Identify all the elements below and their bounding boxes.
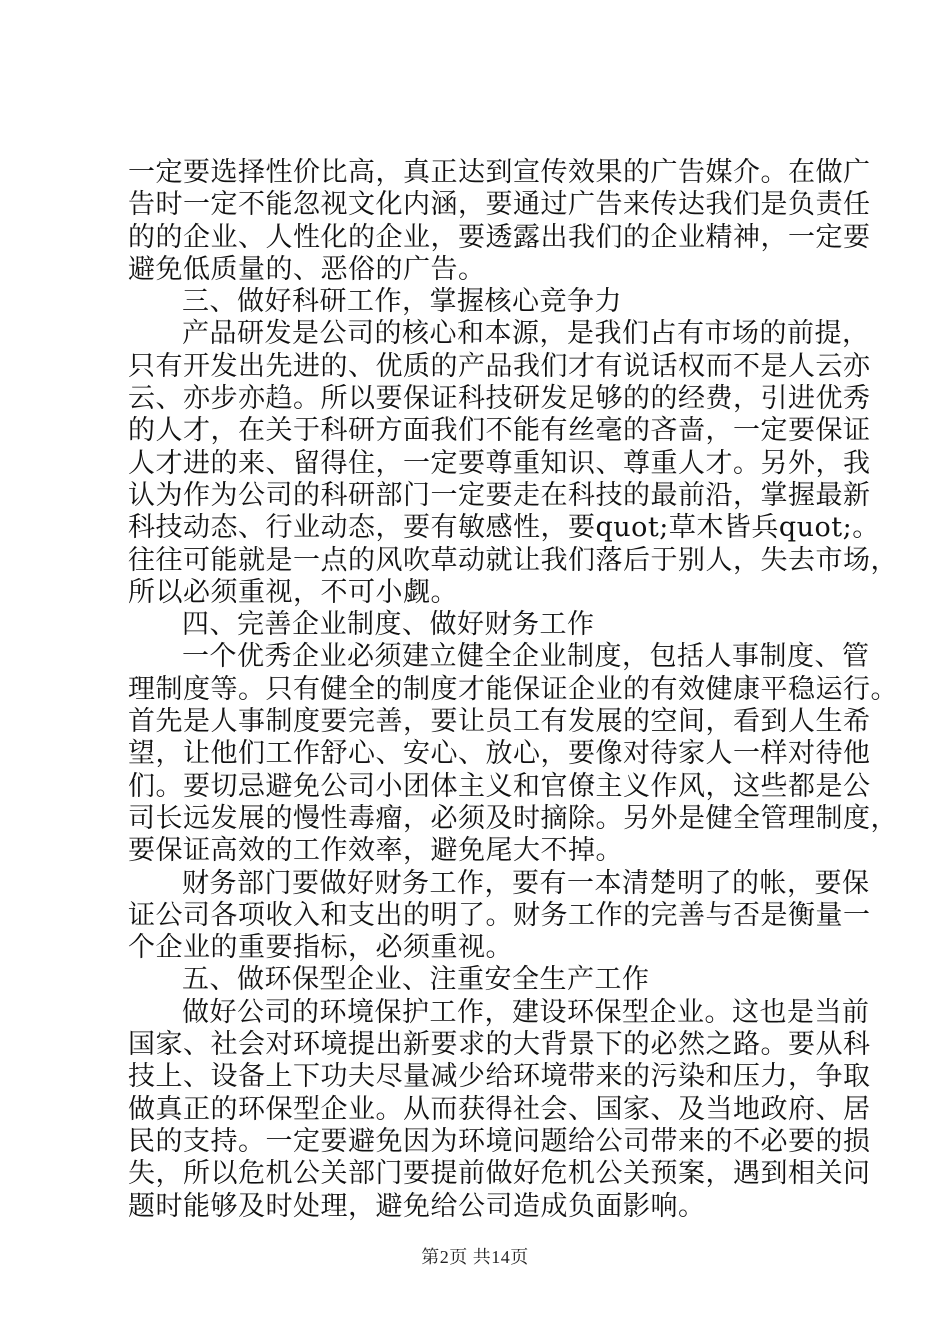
text-line: 理制度等。只有健全的制度才能保证企业的有效健康平稳运行。 (128, 673, 898, 705)
text-line: 认为作为公司的科研部门一定要走在科技的最前沿，掌握最新 (128, 479, 871, 511)
text-line: 的的企业、人性化的企业，要透露出我们的企业精神，一定要 (128, 221, 871, 253)
text-line: 要保证高效的工作效率，避免尾大不掉。 (128, 835, 623, 867)
page-number-footer: 第2页 共14页 (421, 1247, 529, 1267)
text-line: 司长远发展的慢性毒瘤，必须及时摘除。另外是健全管理制度， (128, 802, 898, 834)
text-line: 产品研发是公司的核心和本源，是我们占有市场的前提， (182, 318, 870, 350)
text-line: 往往可能就是一点的风吹草动就让我们落后于别人，失去市场， (128, 544, 898, 576)
text-line: 做好公司的环境保护工作，建设环保型企业。这也是当前 (182, 996, 870, 1028)
text-line: 三、做好科研工作，掌握核心竞争力 (182, 286, 622, 318)
text-line: 只有开发出先进的、优质的产品我们才有说话权而不是人云亦 (128, 350, 871, 382)
text-line: 民的支持。一定要避免因为环境问题给公司带来的不必要的损 (128, 1125, 871, 1157)
text-line: 国家、社会对环境提出新要求的大背景下的必然之路。要从科 (128, 1029, 871, 1061)
text-line: 财务部门要做好财务工作，要有一本清楚明了的帐，要保 (182, 867, 870, 899)
text-line: 望，让他们工作舒心、安心、放心，要像对待家人一样对待他 (128, 738, 871, 770)
text-line: 一定要选择性价比高，真正达到宣传效果的广告媒介。在做广 (128, 157, 871, 188)
text-line: 人才进的来、留得住，一定要尊重知识、尊重人才。另外，我 (128, 447, 871, 479)
text-line: 做真正的环保型企业。从而获得社会、国家、及当地政府、居 (128, 1093, 871, 1125)
text-line: 一个优秀企业必须建立健全企业制度，包括人事制度、管 (182, 641, 870, 673)
text-line: 四、完善企业制度、做好财务工作 (182, 609, 595, 641)
text-line: 们。要切忌避免公司小团体主义和官僚主义作风，这些都是公 (128, 770, 871, 802)
text-line: 个企业的重要指标，必须重视。 (128, 932, 513, 964)
text-line: 题时能够及时处理，避免给公司造成负面影响。 (128, 1190, 706, 1222)
text-line: 首先是人事制度要完善，要让员工有发展的空间，看到人生希 (128, 706, 871, 738)
text-line: 告时一定不能忽视文化内涵，要通过广告来传达我们是负责任 (128, 189, 871, 221)
text-line: 所以必须重视，不可小觑。 (128, 576, 458, 608)
text-line: 云、亦步亦趋。所以要保证科技研发足够的的经费，引进优秀 (128, 383, 871, 415)
text-line: 失，所以危机公关部门要提前做好危机公关预案，遇到相关问 (128, 1158, 871, 1190)
text-line: 技上、设备上下功夫尽量减少给环境带来的污染和压力，争取 (128, 1061, 871, 1093)
text-line: 的人才，在关于科研方面我们不能有丝毫的吝啬，一定要保证 (128, 415, 871, 447)
text-line: 五、做环保型企业、注重安全生产工作 (182, 964, 650, 996)
text-line: 证公司各项收入和支出的明了。财务工作的完善与否是衡量一 (128, 899, 871, 931)
text-line: 避免低质量的、恶俗的广告。 (128, 253, 486, 285)
document-body (128, 157, 898, 1223)
text-line: 科技动态、行业动态，要有敏感性，要quot;草木皆兵quot;。 (128, 512, 880, 544)
